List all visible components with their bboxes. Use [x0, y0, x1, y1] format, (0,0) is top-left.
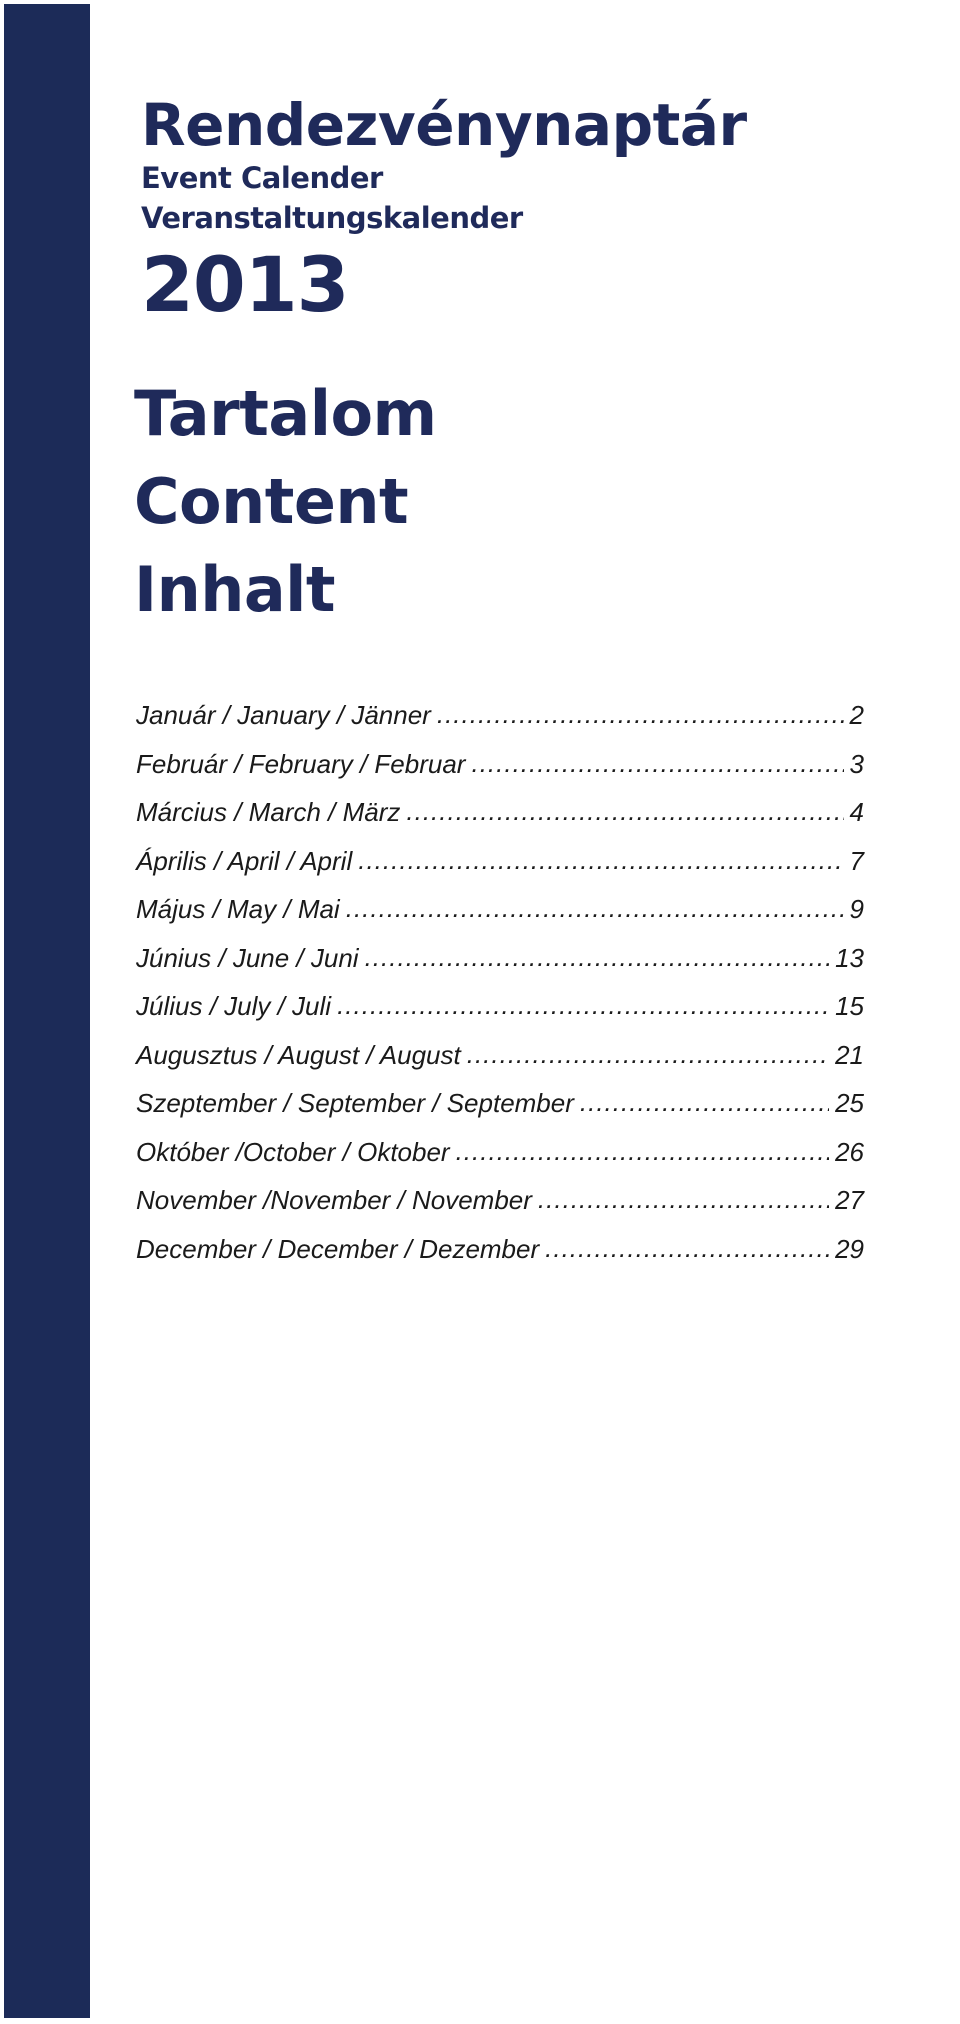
toc-entry-label: Január / January / Jänner: [136, 700, 431, 730]
toc-entry-march[interactable]: [136, 797, 864, 846]
page-title: Rendezvénynaptár: [141, 91, 747, 159]
toc-leader-dots: [471, 748, 843, 779]
toc-page-number: 13: [835, 942, 864, 973]
contents-headings: [134, 370, 437, 634]
toc-page-number: 4: [849, 797, 864, 827]
toc-entry-february[interactable]: [136, 749, 864, 798]
toc-page-number: 21: [835, 1039, 864, 1070]
toc-entry-june[interactable]: [136, 943, 864, 992]
calendar-header: [141, 92, 747, 330]
toc-leader-dots: [437, 699, 844, 730]
toc-entry-label: November /November / November: [136, 1185, 532, 1215]
toc-leader-dots: [467, 1039, 829, 1070]
toc-entry-label: Június / June / Juni: [136, 942, 359, 973]
toc-entry-may[interactable]: [136, 894, 864, 943]
toc-entry-july[interactable]: [136, 991, 864, 1040]
toc-leader-dots: [365, 942, 830, 973]
toc-entry-label: Május / May / Mai: [136, 894, 340, 924]
toc-entry-january[interactable]: [136, 700, 864, 749]
toc-page-number: 27: [835, 1185, 864, 1215]
toc-page-number: 25: [835, 1088, 864, 1118]
toc-entry-label: Március / March / März: [136, 797, 401, 827]
toc-page-number: 7: [849, 845, 864, 876]
toc-entry-label: Július / July / Juli: [136, 991, 332, 1021]
toc-page-number: 29: [835, 1233, 864, 1264]
calendar-year: 2013: [141, 240, 349, 329]
contents-heading-german: Inhalt: [134, 553, 336, 626]
toc-entry-september[interactable]: [136, 1088, 864, 1137]
toc-leader-dots: [358, 845, 843, 876]
toc-entry-december[interactable]: [136, 1234, 864, 1283]
toc-page-number: 3: [849, 748, 864, 779]
subtitle-german: Veranstaltungskalender: [141, 201, 523, 235]
toc-entry-april[interactable]: [136, 846, 864, 895]
toc-entry-label: Szeptember / September / September: [136, 1088, 574, 1118]
contents-heading-hungarian: Tartalom: [134, 377, 437, 450]
toc-entry-label: Augusztus / August / August: [136, 1039, 461, 1070]
table-of-contents: [136, 700, 864, 1282]
toc-entry-label: December / December / Dezember: [136, 1233, 540, 1264]
toc-leader-dots: [337, 990, 829, 1021]
toc-leader-dots: [538, 1184, 829, 1215]
toc-leader-dots: [456, 1136, 830, 1167]
toc-leader-dots: [346, 893, 844, 924]
toc-entry-label: Október /October / Oktober: [136, 1136, 450, 1167]
toc-page-number: 26: [835, 1136, 864, 1167]
toc-entry-label: Február / February / Februar: [136, 748, 466, 779]
sidebar-color-bar: [4, 4, 90, 2018]
toc-leader-dots: [406, 796, 843, 827]
toc-entry-november[interactable]: [136, 1185, 864, 1234]
toc-entry-label: Április / April / April: [136, 845, 353, 876]
toc-leader-dots: [545, 1233, 829, 1264]
toc-leader-dots: [580, 1087, 829, 1118]
subtitle-english: Event Calender: [141, 161, 383, 195]
toc-page-number: 15: [835, 991, 864, 1021]
toc-entry-october[interactable]: [136, 1137, 864, 1186]
toc-entry-august[interactable]: [136, 1040, 864, 1089]
contents-heading-english: Content: [134, 465, 409, 538]
toc-page-number: 9: [849, 894, 864, 924]
toc-page-number: 2: [849, 700, 864, 730]
